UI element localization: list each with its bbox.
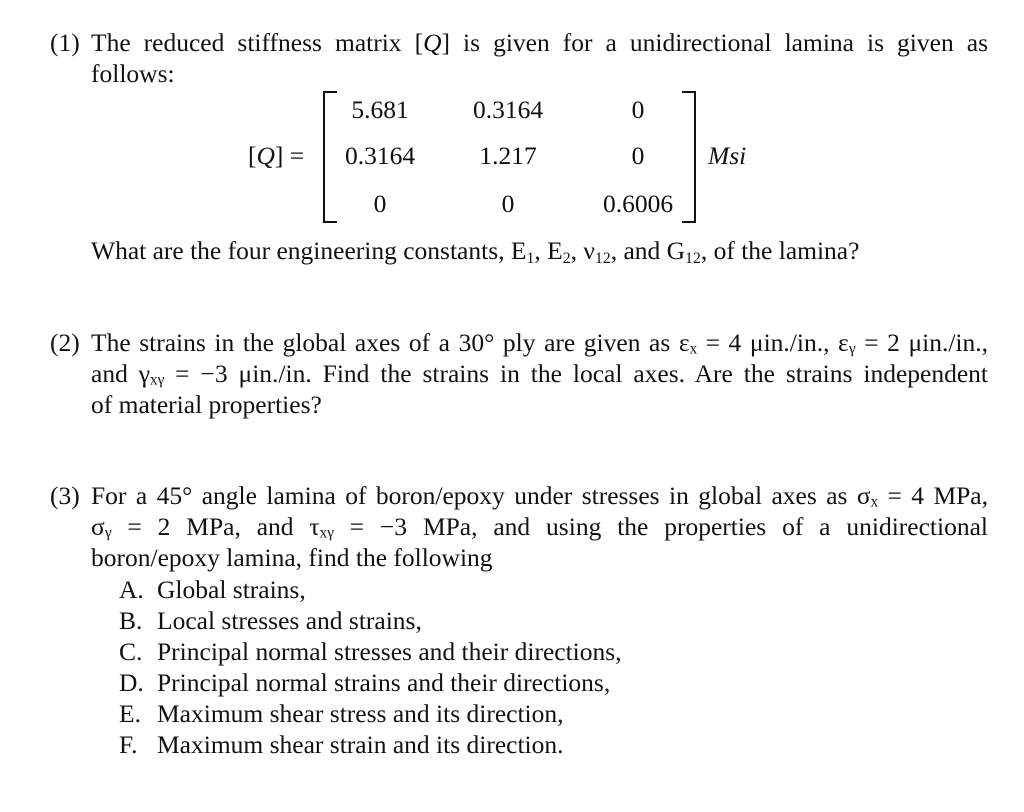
q1-line2: follows: [91, 59, 175, 88]
q3-option: A. Global strains, [119, 575, 306, 604]
matrix-cell: 0 [373, 189, 387, 218]
matrix-cell: 0.6006 [602, 189, 674, 218]
q1-line1: The reduced stiffness matrix [Q] is given for a unidirectional lamina is given as [91, 28, 988, 57]
stiffness-matrix [248, 86, 768, 226]
q3-option: C. Principal normal stresses and their directions, [119, 637, 622, 666]
matrix-cell: 0.3164 [472, 95, 544, 124]
q3-line3: boron/epoxy lamina, find the following [91, 543, 493, 572]
q2-line3: of material properties? [91, 390, 322, 419]
q3-line2: σᵧ = 2 MPa, and τₓᵧ = −3 MPa, and using the properties of a unidirectional [91, 512, 988, 541]
matrix-cell: 5.681 [351, 95, 409, 124]
q2-line2: and γₓᵧ = −3 μin./in. Find the strains in the local axes. Are the strains independent [91, 359, 988, 388]
matrix-label: [Q] = [248, 141, 305, 170]
q2-number: (2) [50, 328, 80, 357]
q3-option: D. Principal normal strains and their directions, [119, 668, 611, 697]
q3-number: (3) [50, 481, 80, 510]
matrix-cell: 0 [501, 189, 515, 218]
q3-option: B. Local stresses and strains, [119, 606, 422, 635]
q1-question: What are the four engineering constants, $E_1$, $E_2$, $\nu_{12}$, and $G_{12}$, of the lamina? [91, 236, 860, 267]
q2-text [91, 327, 988, 420]
q3-option: F. Maximum shear strain and its direction. [119, 730, 564, 759]
q2-line1: The strains in the global axes of a 30° ply are given as εₓ = 4 μin./in., εᵧ = 2 μin./in., [91, 328, 988, 357]
matrix-cell: 0.3164 [344, 141, 416, 170]
q1-text [91, 27, 988, 89]
q3-option: E. Maximum shear stress and its direction, [119, 699, 564, 728]
q1-number: (1) [50, 28, 80, 57]
q3-line1: For a 45° angle lamina of boron/epoxy under stresses in global axes as σₓ = 4 MPa, [91, 481, 988, 510]
matrix-cell: 0 [631, 141, 645, 170]
q3-text [91, 480, 988, 573]
matrix-cell: 1.217 [479, 141, 537, 170]
matrix-unit: Msi [708, 141, 747, 170]
matrix-cell: 0 [631, 95, 645, 124]
